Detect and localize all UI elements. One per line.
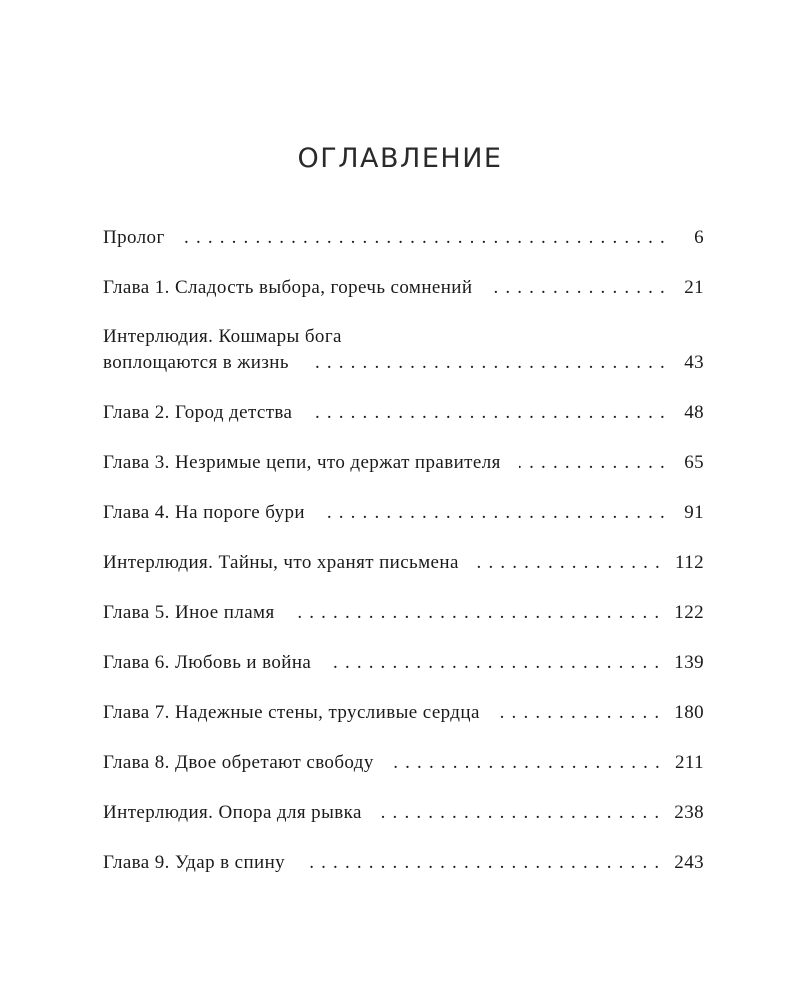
toc-page-number: 112 [675,552,704,573]
dot-leader [293,599,661,626]
toc-page-number: 91 [684,502,704,523]
toc-entry-title: Глава 9. Удар в спину [103,852,286,873]
toc-entry-title: Глава 5. Иное пламя [103,602,275,623]
toc-entry-title: Глава 4. На пороге бури [103,502,305,523]
dot-leader [490,274,666,301]
toc-entry-title: Глава 1. Сладость выбора, горечь сомнений [103,277,473,298]
dot-leader [329,649,660,676]
toc-entry-interlude-3[interactable] [103,799,704,826]
toc-page-number: 48 [684,402,704,423]
toc-entry-title: Глава 2. Город детства [103,402,293,423]
dot-leader [380,799,661,826]
dot-leader [183,224,666,251]
toc-entry-title: Пролог [103,227,165,248]
toc-entry-title-second-line: воплощаются в жизнь [103,352,289,373]
toc-entry-chapter-2[interactable] [103,399,704,426]
toc-entry-title: Глава 6. Любовь и война [103,652,312,673]
toc-entry-interlude-2[interactable] [103,549,704,576]
toc-entry-title-first-line: Интерлюдия. Кошмары бога [103,326,342,347]
toc-entry-chapter-1[interactable] [103,274,704,301]
toc-entry-chapter-3[interactable] [103,449,704,476]
toc-entry-chapter-8[interactable] [103,749,704,776]
dot-leader [307,349,666,376]
toc-entry-chapter-6[interactable] [103,649,704,676]
toc-entry-chapter-5[interactable] [103,599,704,626]
toc-page-number: 238 [674,802,704,823]
dot-leader [498,699,661,726]
dot-leader [310,399,666,426]
page-title: ОГЛАВЛЕНИЕ [297,143,503,174]
table-of-contents [103,224,704,899]
toc-entry-prologue[interactable] [103,224,704,251]
toc-page-number: 122 [674,602,704,623]
dot-leader [477,549,661,576]
toc-entry-chapter-9[interactable] [103,849,704,876]
toc-entry-chapter-4[interactable] [103,499,704,526]
dot-leader [323,499,666,526]
dot-leader [392,749,661,776]
toc-entry-title: Глава 7. Надежные стены, трусливые сердца [103,702,480,723]
toc-entry-interlude-1[interactable] [103,324,704,376]
toc-entry-title: Интерлюдия. Тайны, что хранят письмена [103,552,459,573]
toc-page-number: 211 [675,752,704,773]
toc-page-number: 243 [674,852,704,873]
toc-entry-title: Глава 3. Незримые цепи, что держат правителя [103,452,501,473]
toc-page-number: 180 [674,702,704,723]
toc-entry-title: Интерлюдия. Опора для рывка [103,802,362,823]
toc-entry-title: Глава 8. Двое обретают свободу [103,752,374,773]
toc-page-number: 6 [694,227,704,248]
toc-page-number: 21 [684,277,704,298]
toc-page-number: 65 [684,452,704,473]
toc-page-number: 139 [674,652,704,673]
toc-page-number: 43 [684,352,704,373]
toc-entry-chapter-7[interactable] [103,699,704,726]
dot-leader [519,449,666,476]
dot-leader [303,849,660,876]
